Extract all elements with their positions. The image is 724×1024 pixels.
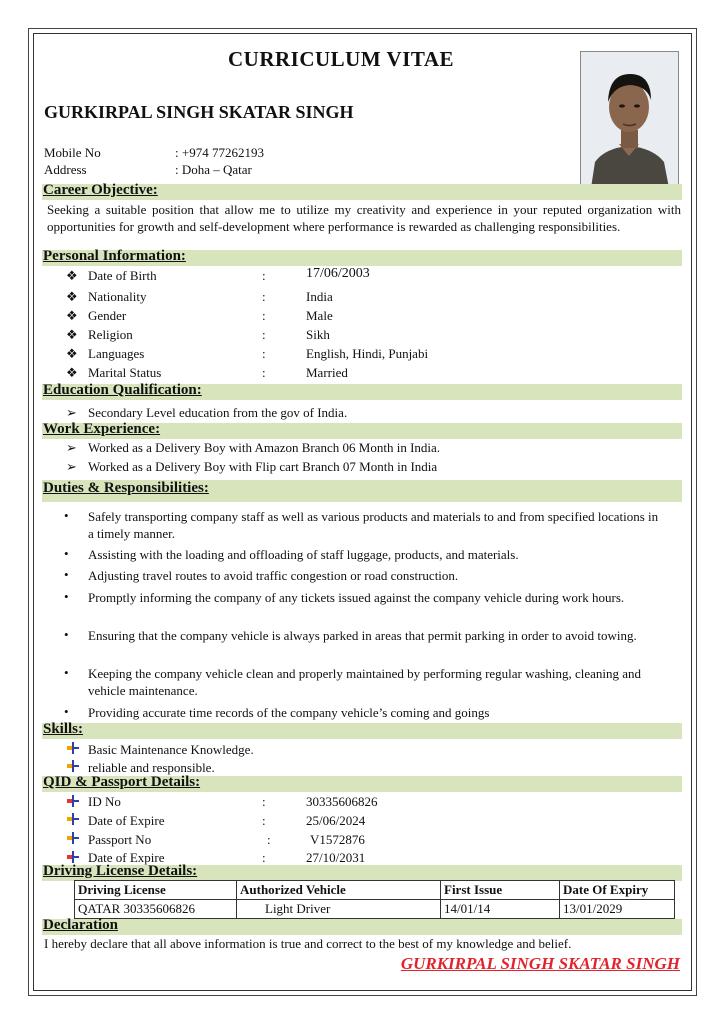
personal-value: Married [306, 365, 348, 380]
section-skills [42, 723, 682, 739]
section-heading: Declaration [43, 917, 118, 933]
personal-label: Languages [88, 346, 145, 361]
duty-item: Assisting with the loading and offloading of staff luggage, products, and materials. [88, 547, 519, 562]
work-item: Worked as a Delivery Boy with Amazon Branch 06 Month in India. [88, 440, 441, 455]
skill-item: reliable and responsible. [88, 760, 215, 775]
pin-bullet-icon [66, 851, 80, 863]
diamond-bullet-icon: ❖ [66, 289, 78, 304]
signature-name: GURKIRPAL SINGH SKATAR SINGH [400, 954, 680, 973]
personal-label: Nationality [88, 289, 147, 304]
colon: : [262, 794, 266, 809]
bullet-icon: • [64, 665, 69, 680]
colon: : [262, 308, 266, 323]
career-objective-text: Seeking a suitable position that allow me to utilize my creativity and experience in your reputed organization with opportunities for growth and self-development where performance is rewarded as challenging responsibilities. [47, 202, 681, 234]
pin-bullet-icon [66, 795, 80, 807]
qid-value: 27/10/2031 [306, 850, 366, 865]
bullet-icon: • [64, 508, 69, 523]
diamond-bullet-icon: ❖ [66, 346, 78, 361]
candidate-name: GURKIRPAL SINGH SKATAR SINGH [44, 102, 354, 122]
table-header: Authorized Vehicle [237, 881, 441, 900]
personal-value: 17/06/2003 [306, 266, 370, 281]
bullet-icon: • [64, 704, 69, 719]
table-cell: 13/01/2029 [560, 900, 675, 919]
colon: : [262, 346, 266, 361]
table-cell: 14/01/14 [441, 900, 560, 919]
qid-value: 25/06/2024 [306, 813, 366, 828]
arrow-bullet-icon: ➢ [66, 440, 77, 455]
bullet-icon: • [64, 546, 69, 561]
duty-item: Safely transporting company staff as well as various products and materials to and from specified locations in a timely manner. [88, 509, 659, 541]
bullet-icon: • [64, 589, 69, 604]
duty-item: Keeping the company vehicle clean and properly maintained by performing regular washing, cleaning and vehicle maintenance. [88, 666, 642, 698]
duty-item: Providing accurate time records of the company vehicle’s coming and goings [88, 705, 490, 720]
pin-bullet-icon [66, 760, 80, 772]
qid-label: Date of Expire [88, 850, 165, 865]
colon: : [267, 832, 271, 847]
section-driving-license [42, 865, 682, 881]
personal-value: Sikh [306, 327, 330, 342]
table-header: Driving License [75, 881, 237, 900]
section-heading: QID & Passport Details: [43, 774, 201, 790]
section-heading: Work Experience: [43, 421, 161, 437]
qid-label: Passport No [88, 832, 152, 847]
qid-value: 30335606826 [306, 794, 378, 809]
table-header-row [75, 881, 675, 900]
personal-label: Gender [88, 308, 127, 323]
diamond-bullet-icon: ❖ [66, 268, 78, 283]
qid-value: V1572876 [310, 832, 365, 847]
qid-label: Date of Expire [88, 813, 165, 828]
section-education [42, 384, 682, 400]
colon: : [262, 327, 266, 342]
duty-item: Adjusting travel routes to avoid traffic congestion or road construction. [88, 568, 459, 583]
colon: : [262, 289, 266, 304]
skill-item: Basic Maintenance Knowledge. [88, 742, 254, 757]
duty-item: Ensuring that the company vehicle is always parked in areas that permit parking in order to avoid towing. [88, 628, 637, 643]
bullet-icon: • [64, 627, 69, 642]
section-heading: Education Qualification: [43, 382, 202, 398]
colon: : [262, 268, 266, 283]
bullet-icon: • [64, 567, 69, 582]
document-title: CURRICULUM VITAE [228, 47, 454, 71]
section-heading: Personal Information: [43, 248, 186, 264]
section-heading: Skills: [43, 721, 84, 737]
contact-mobile-value: : +974 77262193 [175, 145, 264, 160]
education-item: Secondary Level education from the gov of India. [88, 405, 348, 420]
profile-photo [580, 51, 679, 189]
personal-label: Marital Status [88, 365, 162, 380]
section-heading: Career Objective: [43, 182, 158, 198]
colon: : [262, 365, 266, 380]
personal-label: Religion [88, 327, 133, 342]
section-declaration [42, 919, 682, 935]
arrow-bullet-icon: ➢ [66, 405, 77, 420]
diamond-bullet-icon: ❖ [66, 327, 78, 342]
personal-value: India [306, 289, 333, 304]
work-item: Worked as a Delivery Boy with Flip cart Branch 07 Month in India [88, 459, 438, 474]
colon: : [262, 850, 266, 865]
table-header: Date Of Expiry [560, 881, 675, 900]
table-cell: Light Driver [237, 900, 441, 919]
personal-value: Male [306, 308, 333, 323]
contact-address-label: Address [44, 162, 87, 177]
table-row [75, 900, 675, 919]
table-header: First Issue [441, 881, 560, 900]
diamond-bullet-icon: ❖ [66, 308, 78, 323]
duty-item: Promptly informing the company of any tickets issued against the company vehicle during work hours. [88, 590, 625, 605]
contact-mobile-label: Mobile No [44, 145, 101, 160]
pin-bullet-icon [66, 813, 80, 825]
personal-label: Date of Birth [88, 268, 157, 283]
section-work-experience [42, 423, 682, 439]
arrow-bullet-icon: ➢ [66, 459, 77, 474]
section-duties [42, 480, 682, 502]
contact-address-value: : Doha – Qatar [175, 162, 252, 177]
pin-bullet-icon [66, 832, 80, 844]
section-heading: Duties & Responsibilities: [43, 480, 209, 496]
pin-bullet-icon [66, 742, 80, 754]
section-heading: Driving License Details: [43, 863, 198, 879]
section-qid-passport [42, 776, 682, 792]
table-cell: QATAR 30335606826 [75, 900, 237, 919]
section-career-objective [42, 184, 682, 200]
section-personal-information [42, 250, 682, 266]
personal-value: English, Hindi, Punjabi [306, 346, 429, 361]
colon: : [262, 813, 266, 828]
qid-label: ID No [88, 794, 121, 809]
declaration-text: I hereby declare that all above information is true and correct to the best of my knowledge and belief. [44, 936, 572, 951]
diamond-bullet-icon: ❖ [66, 365, 78, 380]
driving-license-table [74, 880, 675, 919]
